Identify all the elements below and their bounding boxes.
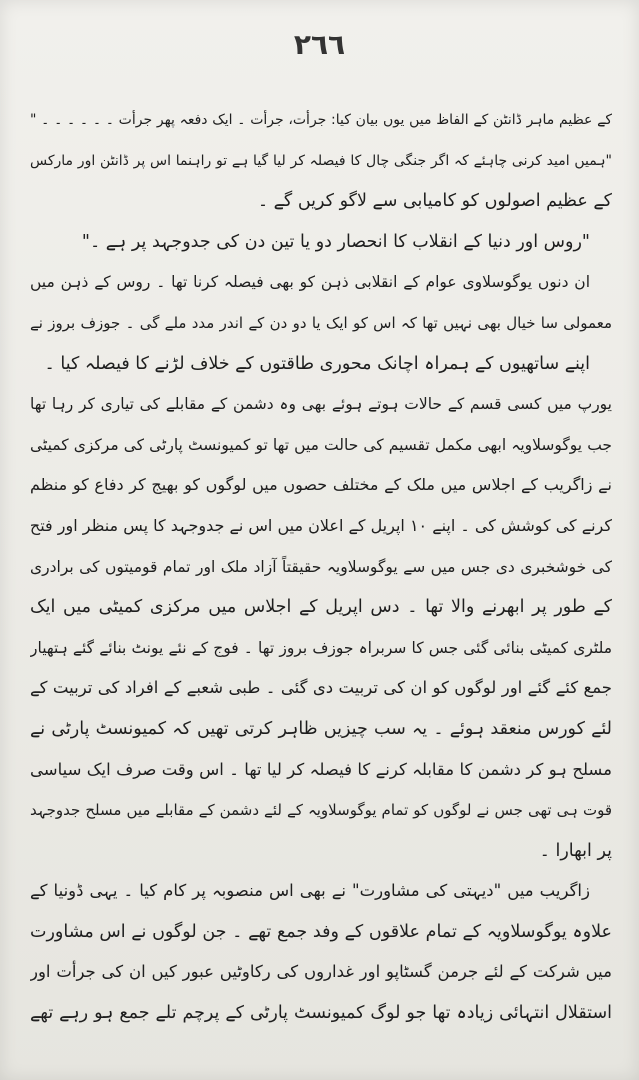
- text-line: زاگریب میں "دیہتی کی مشاورت" نے بھی اس منصوبہ پر کام کیا ۔ یہی ڈونیا کے: [30, 881, 590, 901]
- text-line: ان دنوں یوگوسلاوی عوام کے انقلابی ذہن کو بھی فیصلہ کرنا تھا ۔ روس کے ذہن میں: [30, 273, 590, 292]
- page-number: ٢٦٦: [293, 28, 346, 61]
- text-line: کی خوشخبری دی جس میں سے یوگوسلاویہ حقیقتاً آزاد ملک اور تمام قومیتوں کی برادری: [30, 557, 612, 576]
- text-line: اپنے ساتھیوں کے ہمراہ اچانک محوری طاقتوں کے خلاف لڑنے کا فیصلہ کیا ۔: [44, 353, 590, 374]
- text-line: یورپ میں کسی قسم کے حالات ہوتے ہوئے بھی وہ دشمن کے مقابلے کی تیاری کر رہا تھا: [30, 395, 612, 414]
- text-line: معمولی سا خیال بھی نہیں تھا کہ اس کو ایک یا دو دن کے اندر مدد ملے گی ۔ جوزف بروز نے: [30, 313, 612, 332]
- text-line: علاوہ یوگوسلاویہ کے تمام علاقوں کے وفد جمع تھے ۔ جن لوگوں نے اس مشاورت: [30, 921, 612, 942]
- text-line: جب یوگوسلاویہ ابھی مکمل تقسیم کی حالت میں تھا تو کمیونسٹ پارٹی کی مرکزی کمیٹی: [30, 435, 612, 454]
- text-line: ملٹری کمیٹی بنائی گئی جس کا سربراہ جوزف بروز تھا ۔ فوج کے نئے یونٹ بنائے گئے ہتھیار: [30, 638, 612, 657]
- text-line: پر ابھارا ۔: [539, 840, 612, 861]
- text-line: جمع کئے گئے اور لوگوں کو ان کی تربیت دی گئی ۔ طبی شعبے کے افراد کی تربیت کے: [30, 678, 612, 698]
- text-line: کرنے کی کوشش کی ۔ اپنے ۱۰ اپریل کے اعلان میں اس نے جدوجہد کا پس منظر اور فتح: [30, 515, 612, 535]
- text-line: میں شرکت کے لئے جرمن گسٹاپو اور غداروں کی رکاوٹیں عبور کیں ان کی جرأت اور: [30, 962, 612, 982]
- text-line: "روس اور دنیا کے انقلاب کا انحصار دو یا تین دن کی جدوجہد پر ہے ۔": [81, 231, 590, 252]
- text-line: نے زاگریب کے اجلاس میں ملک کے مختلف حصوں میں لوگوں کو بھیج کر دفاع کو منظم: [30, 475, 612, 495]
- text-line: کے طور پر ابھرنے والا تھا ۔ دس اپریل کے اجلاس میں مرکزی کمیٹی میں ایک: [30, 597, 612, 618]
- text-line: کے عظیم ماہر ڈانٹن کے الفاظ میں یوں بیان کیا: جرأت، جرأت ۔ ایک دفعہ پھر جرأت ۔ ۔ ۔ ۔ ۔ ۔ ": [30, 112, 612, 128]
- text-line: استقلال انتہائی زیادہ تھا جو لوگ کمیونسٹ پارٹی کے پرچم تلے جمع ہو رہے تھے: [30, 1003, 612, 1024]
- text-line: "ہمیں امید کرنی چاہئے کہ اگر جنگی چال کا فیصلہ کر لیا گیا ہے تو راہنما اس پر ڈانٹن اور مارکس: [30, 152, 612, 169]
- body-text: [30, 100, 612, 1070]
- text-line: لئے کورس منعقد ہوئے ۔ یہ سب چیزیں ظاہر کرتی تھیں کہ کمیونسٹ پارٹی نے: [30, 718, 612, 739]
- text-line: مسلح ہو کر دشمن کا مقابلہ کرنے کا فیصلہ کر لیا تھا ۔ اس وقت صرف ایک سیاسی: [30, 759, 612, 779]
- text-line: قوت ہی تھی جس نے لوگوں کو تمام یوگوسلاویہ کے لئے دشمن کے مقابلے میں مسلح جدوجہد: [30, 801, 612, 820]
- text-line: کے عظیم اصولوں کو کامیابی سے لاگو کریں گے ۔: [257, 191, 612, 212]
